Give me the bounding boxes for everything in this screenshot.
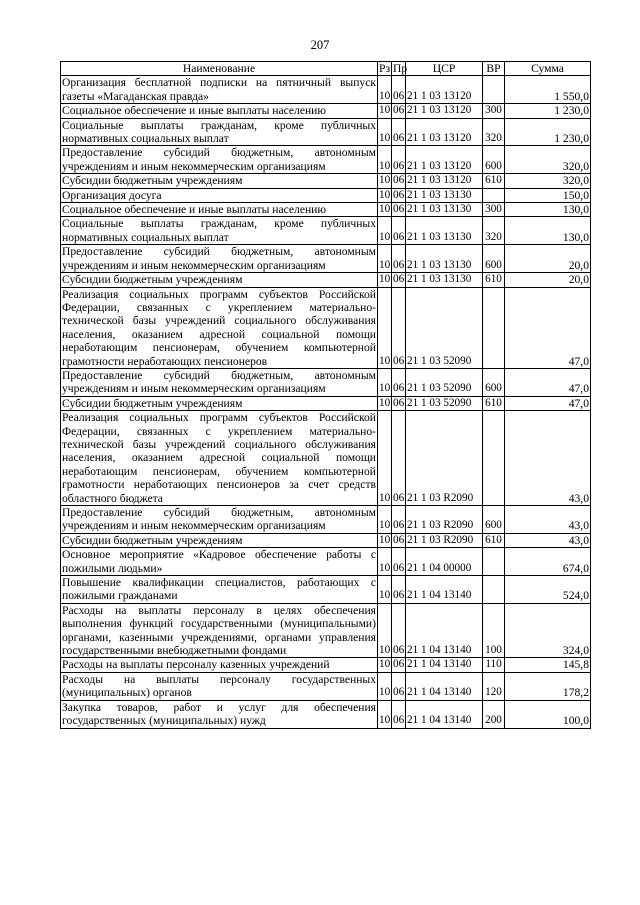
cell-vr: 600: [483, 245, 505, 273]
cell-csr: 21 1 03 13120: [406, 146, 483, 174]
table-row: [61, 368, 591, 396]
cell-csr: 21 1 04 13140: [406, 658, 483, 672]
table-row: [61, 658, 591, 672]
cell-name: Предоставление субсидий бюджетным, автономным учреждениям и иным некоммерческим организациям: [62, 146, 376, 173]
cell-pr: 06: [393, 188, 405, 201]
budget-table: [60, 61, 591, 729]
table-row: [61, 700, 591, 728]
cell-sum: 47,0: [505, 287, 591, 368]
cell-csr: 21 1 03 13120: [406, 76, 483, 104]
cell-csr: 21 1 03 R2090: [406, 506, 483, 534]
cell-csr: 21 1 03 13130: [406, 245, 483, 273]
cell-pr: 06: [392, 411, 406, 506]
table-row: [61, 76, 591, 104]
cell-vr: 600: [483, 506, 505, 534]
cell-name: Основное мероприятие «Кадровое обеспечение работы с пожилыми людьми»: [62, 548, 376, 575]
cell-csr: 21 1 03 R2090: [406, 533, 483, 547]
cell-sum: 47,0: [505, 396, 591, 410]
cell-pr: 06: [392, 76, 406, 104]
cell-sum: 100,0: [505, 700, 591, 728]
cell-rz: 10: [379, 188, 391, 201]
cell-pr: 06: [393, 174, 405, 187]
cell-sum: 1 230,0: [505, 104, 591, 118]
cell-pr: 06: [393, 658, 405, 671]
cell-vr: 110: [483, 658, 505, 672]
cell-rz: 10: [379, 174, 391, 187]
cell-name: Социальные выплаты гражданам, кроме публичных нормативных социальных выплат: [62, 118, 376, 146]
cell-vr: 100: [483, 603, 505, 658]
table-row: [61, 217, 591, 245]
table-row: [61, 188, 591, 202]
cell-rz: 10: [379, 273, 391, 286]
cell-name: Социальные выплаты гражданам, кроме публичных нормативных социальных выплат: [62, 217, 376, 244]
cell-vr: [483, 287, 505, 368]
cell-pr: 06: [392, 576, 406, 604]
cell-vr: 600: [483, 146, 505, 174]
cell-vr: [483, 411, 505, 506]
cell-sum: 150,0: [505, 188, 591, 202]
cell-name: Социальное обеспечение и иные выплаты населению: [61, 203, 378, 217]
cell-sum: 320,0: [505, 174, 591, 188]
table-row: [61, 533, 591, 547]
cell-name: Расходы на выплаты персоналу в целях обеспечения выполнения функций государственными (муниципальными) органами, казенными учреждениями, органами управления государственными внебюджетными фондами: [62, 603, 376, 658]
cell-name: Предоставление субсидий бюджетным, автономным учреждениям и иным некоммерческим организациям: [62, 368, 376, 396]
cell-rz: 10: [379, 396, 391, 409]
column-header-sum: Сумма: [505, 62, 591, 76]
cell-rz: 10: [379, 533, 391, 546]
cell-pr: 06: [392, 672, 406, 700]
cell-pr: 06: [392, 548, 406, 576]
cell-sum: 1 550,0: [505, 76, 591, 104]
cell-rz: 10: [379, 104, 391, 117]
cell-csr: 21 1 04 00000: [406, 548, 483, 576]
cell-pr: 06: [392, 118, 406, 146]
cell-vr: 610: [483, 533, 505, 547]
table-row: [61, 396, 591, 410]
cell-name: Предоставление субсидий бюджетным, автономным учреждениям и иным некоммерческим организациям: [62, 245, 376, 272]
column-header-rz: Рз: [379, 62, 391, 75]
cell-pr: 06: [393, 273, 405, 286]
cell-name: Реализация социальных программ субъектов Российской Федерации, связанных с укреплением материально-технической базы учреждений социального обслуживания населения, оказанием адресной социальной помощи неработающим пенсионерам, обучением компьютерной грамотности неработающих пенсионеров: [62, 287, 376, 368]
table-row: [61, 287, 591, 368]
cell-csr: 21 1 03 13120: [406, 174, 483, 188]
cell-pr: 06: [392, 700, 406, 728]
column-header-vr: ВР: [483, 62, 505, 76]
cell-name: Организация досуга: [61, 188, 378, 202]
cell-sum: 324,0: [505, 603, 591, 658]
cell-sum: 674,0: [505, 548, 591, 576]
cell-vr: 120: [483, 672, 505, 700]
cell-rz: 10: [378, 287, 392, 368]
cell-csr: 21 1 03 13120: [406, 104, 483, 118]
cell-vr: 610: [483, 174, 505, 188]
cell-pr: 06: [392, 368, 406, 396]
cell-vr: 200: [483, 700, 505, 728]
cell-name: Субсидии бюджетным учреждениям: [61, 396, 378, 410]
cell-rz: 10: [378, 411, 392, 506]
cell-sum: 320,0: [505, 146, 591, 174]
cell-csr: 21 1 04 13140: [406, 576, 483, 604]
table-row: [61, 118, 591, 146]
cell-rz: 10: [378, 506, 392, 534]
cell-rz: 10: [378, 245, 392, 273]
cell-name: Расходы на выплаты персоналу государственных (муниципальных) органов: [62, 672, 376, 700]
cell-pr: 06: [393, 203, 405, 216]
page-number: 207: [310, 38, 330, 52]
cell-rz: 10: [378, 672, 392, 700]
cell-csr: 21 1 03 13130: [406, 273, 483, 287]
cell-csr: 21 1 03 13130: [406, 188, 483, 202]
column-header-csr: ЦСР: [406, 62, 483, 76]
cell-rz: 10: [378, 118, 392, 146]
cell-csr: 21 1 04 13140: [406, 700, 483, 728]
table-header-row: [61, 62, 591, 76]
cell-sum: 47,0: [505, 368, 591, 396]
cell-sum: 43,0: [505, 533, 591, 547]
table-row: [61, 174, 591, 188]
cell-pr: 06: [392, 217, 406, 245]
cell-csr: 21 1 04 13140: [406, 672, 483, 700]
cell-name: Расходы на выплаты персоналу казенных учреждений: [61, 658, 378, 672]
cell-pr: 06: [392, 506, 406, 534]
cell-csr: 21 1 03 R2090: [406, 411, 483, 506]
cell-csr: 21 1 03 52090: [406, 396, 483, 410]
cell-sum: 178,2: [505, 672, 591, 700]
cell-vr: 320: [483, 217, 505, 245]
column-header-name: Наименование: [61, 62, 378, 76]
table-row: [61, 273, 591, 287]
cell-name: Субсидии бюджетным учреждениям: [61, 174, 378, 188]
cell-pr: 06: [393, 533, 405, 546]
cell-sum: 43,0: [505, 411, 591, 506]
cell-pr: 06: [392, 245, 406, 273]
cell-sum: 130,0: [505, 203, 591, 217]
cell-rz: 10: [378, 700, 392, 728]
cell-rz: 10: [378, 146, 392, 174]
cell-rz: 10: [378, 548, 392, 576]
table-body: [61, 76, 591, 728]
table-row: [61, 506, 591, 534]
table-row: [61, 603, 591, 658]
cell-pr: 06: [392, 146, 406, 174]
cell-csr: 21 1 03 13130: [406, 217, 483, 245]
cell-pr: 06: [393, 396, 405, 409]
table-row: [61, 411, 591, 506]
cell-csr: 21 1 03 13120: [406, 118, 483, 146]
cell-sum: 524,0: [505, 576, 591, 604]
cell-name: Повышение квалификации специалистов, работающих с пожилыми гражданами: [62, 576, 376, 603]
table-row: [61, 104, 591, 118]
cell-vr: [483, 576, 505, 604]
cell-csr: 21 1 04 13140: [406, 603, 483, 658]
cell-vr: [483, 188, 505, 202]
cell-rz: 10: [379, 203, 391, 216]
table-row: [61, 146, 591, 174]
column-header-pr: Пр: [393, 62, 408, 75]
cell-rz: 10: [379, 658, 391, 671]
cell-name: Социальное обеспечение и иные выплаты населению: [61, 104, 378, 118]
cell-sum: 1 230,0: [505, 118, 591, 146]
table-row: [61, 203, 591, 217]
cell-csr: 21 1 03 52090: [406, 368, 483, 396]
cell-vr: [483, 76, 505, 104]
cell-vr: 600: [483, 368, 505, 396]
cell-rz: 10: [378, 76, 392, 104]
table-row: [61, 576, 591, 604]
cell-sum: 130,0: [505, 217, 591, 245]
cell-vr: 300: [483, 203, 505, 217]
cell-vr: 300: [483, 104, 505, 118]
cell-sum: 145,8: [505, 658, 591, 672]
cell-rz: 10: [378, 603, 392, 658]
cell-vr: 610: [483, 273, 505, 287]
cell-pr: 06: [393, 104, 405, 117]
cell-rz: 10: [378, 576, 392, 604]
cell-name: Реализация социальных программ субъектов Российской Федерации, связанных с укреплением материально-технической базы учреждений социального обслуживания населения, оказанием адресной социальной помощи неработающим пенсионерам, обучением компьютерной грамотности неработающих пенсионеров за счет средств областного бюджета: [62, 411, 376, 505]
cell-name: Субсидии бюджетным учреждениям: [61, 273, 378, 287]
cell-name: Организация бесплатной подписки на пятничный выпуск газеты «Магаданская правда»: [62, 76, 376, 103]
cell-name: Субсидии бюджетным учреждениям: [61, 533, 378, 547]
cell-vr: 610: [483, 396, 505, 410]
cell-name: Закупка товаров, работ и услуг для обеспечения государственных (муниципальных) нужд: [62, 700, 376, 728]
table-row: [61, 245, 591, 273]
table-row: [61, 672, 591, 700]
cell-rz: 10: [378, 368, 392, 396]
cell-csr: 21 1 03 52090: [406, 287, 483, 368]
cell-name: Предоставление субсидий бюджетным, автономным учреждениям и иным некоммерческим организациям: [62, 506, 376, 533]
cell-rz: 10: [378, 217, 392, 245]
cell-vr: 320: [483, 118, 505, 146]
cell-sum: 43,0: [505, 506, 591, 534]
cell-pr: 06: [392, 603, 406, 658]
cell-vr: [483, 548, 505, 576]
cell-pr: 06: [392, 287, 406, 368]
cell-csr: 21 1 03 13130: [406, 203, 483, 217]
cell-sum: 20,0: [505, 245, 591, 273]
cell-sum: 20,0: [505, 273, 591, 287]
table-row: [61, 548, 591, 576]
